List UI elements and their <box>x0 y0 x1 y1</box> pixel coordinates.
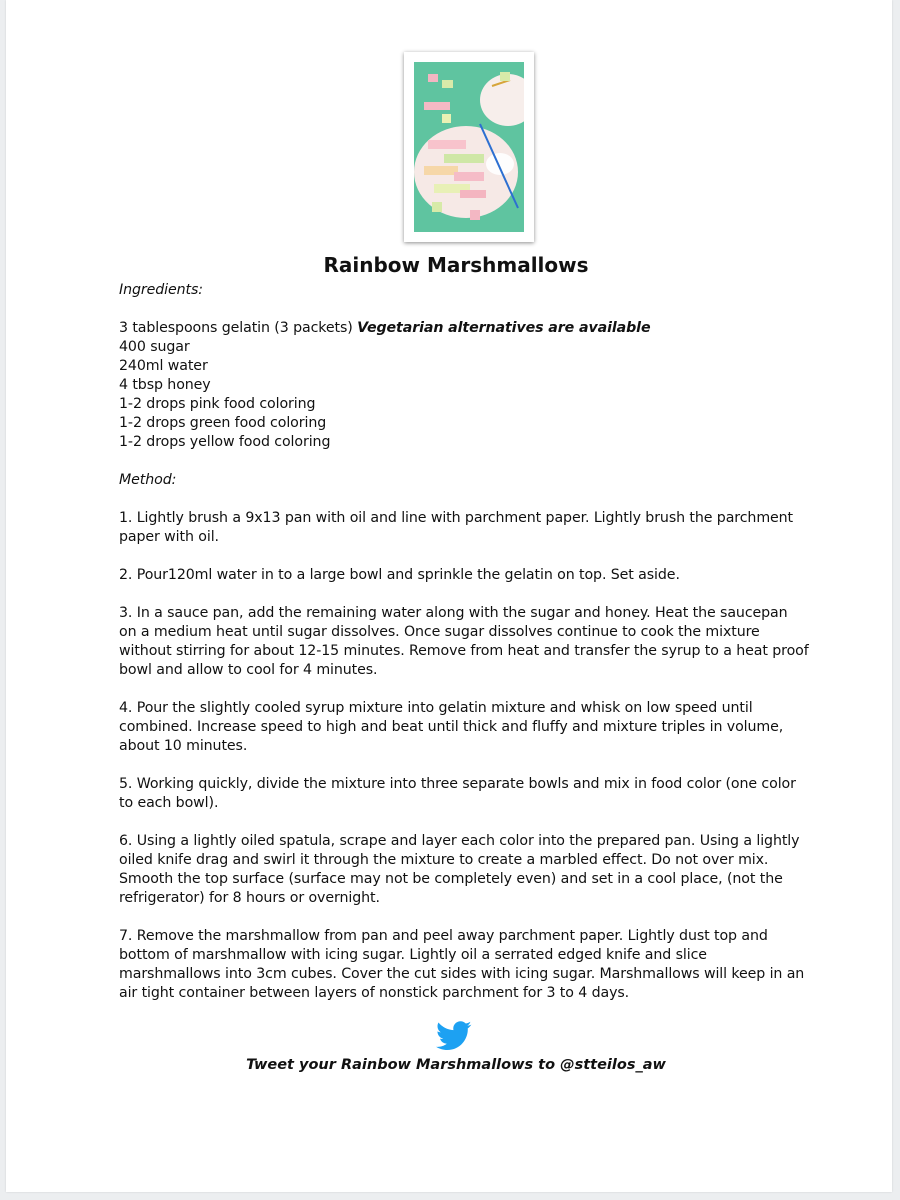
ingredient-line: 1-2 drops yellow food coloring <box>119 434 331 450</box>
document-page <box>6 0 892 1192</box>
method-step: 2. Pour120ml water in to a large bowl and sprinkle the gelatin on top. Set aside. <box>119 567 680 583</box>
vegetarian-note: Vegetarian alternatives are available <box>357 320 651 336</box>
tweet-callout: Tweet your Rainbow Marshmallows to @stteilos_aw <box>246 1057 666 1073</box>
marshmallow-photo-image <box>414 62 524 232</box>
method-step: 6. Using a lightly oiled spatula, scrape and layer each color into the prepared pan. Using a lightly oiled knife drag and swirl it through the mixture to create a marbled effect. Do not over mix. Smooth the top surface (surface may not be completely even) and set in a cool place, (not the refrigerator) for 8 hours or overnight. <box>119 833 800 906</box>
method-step: 7. Remove the marshmallow from pan and peel away parchment paper. Lightly dust top and bottom of marshmallow with icing sugar. Lightly oil a serrated edged knife and slice marshmallows into 3cm cubes. Cover the cut sides with icing sugar. Marshmallows will keep in an air tight container between layers of nonstick parchment for 3 to 4 days. <box>119 928 805 1001</box>
method-heading: Method: <box>119 472 177 488</box>
ingredient-line: 4 tbsp honey <box>119 377 211 393</box>
recipe-body <box>119 281 809 1003</box>
method-step: 4. Pour the slightly cooled syrup mixture into gelatin mixture and whisk on low speed until combined. Increase speed to high and beat until thick and fluffy and mixture triples in volume, about 10 minutes. <box>119 700 784 754</box>
method-step: 5. Working quickly, divide the mixture into three separate bowls and mix in food color (one color to each bowl). <box>119 776 796 811</box>
twitter-bird-icon <box>436 1021 472 1051</box>
ingredient-line: 1-2 drops green food coloring <box>119 415 327 431</box>
ingredient-line: 1-2 drops pink food coloring <box>119 396 316 412</box>
method-step: 3. In a sauce pan, add the remaining water along with the sugar and honey. Heat the saucepan on a medium heat until sugar dissolves. Once sugar dissolves continue to cook the mixture without stirring for about 12-15 minutes. Remove from heat and transfer the syrup to a heat proof bowl and allow to cool for 4 minutes. <box>119 605 809 678</box>
ingredients-heading: Ingredients: <box>119 282 203 298</box>
recipe-photo <box>404 52 534 242</box>
ingredient-line: 240ml water <box>119 358 208 374</box>
ingredient-line: 3 tablespoons gelatin (3 packets) Vegetarian alternatives are available <box>119 320 651 336</box>
method-step: 1. Lightly brush a 9x13 pan with oil and line with parchment paper. Lightly brush the parchment paper with oil. <box>119 510 794 545</box>
ingredient-line: 400 sugar <box>119 339 190 355</box>
recipe-title: Rainbow Marshmallows <box>323 253 589 277</box>
